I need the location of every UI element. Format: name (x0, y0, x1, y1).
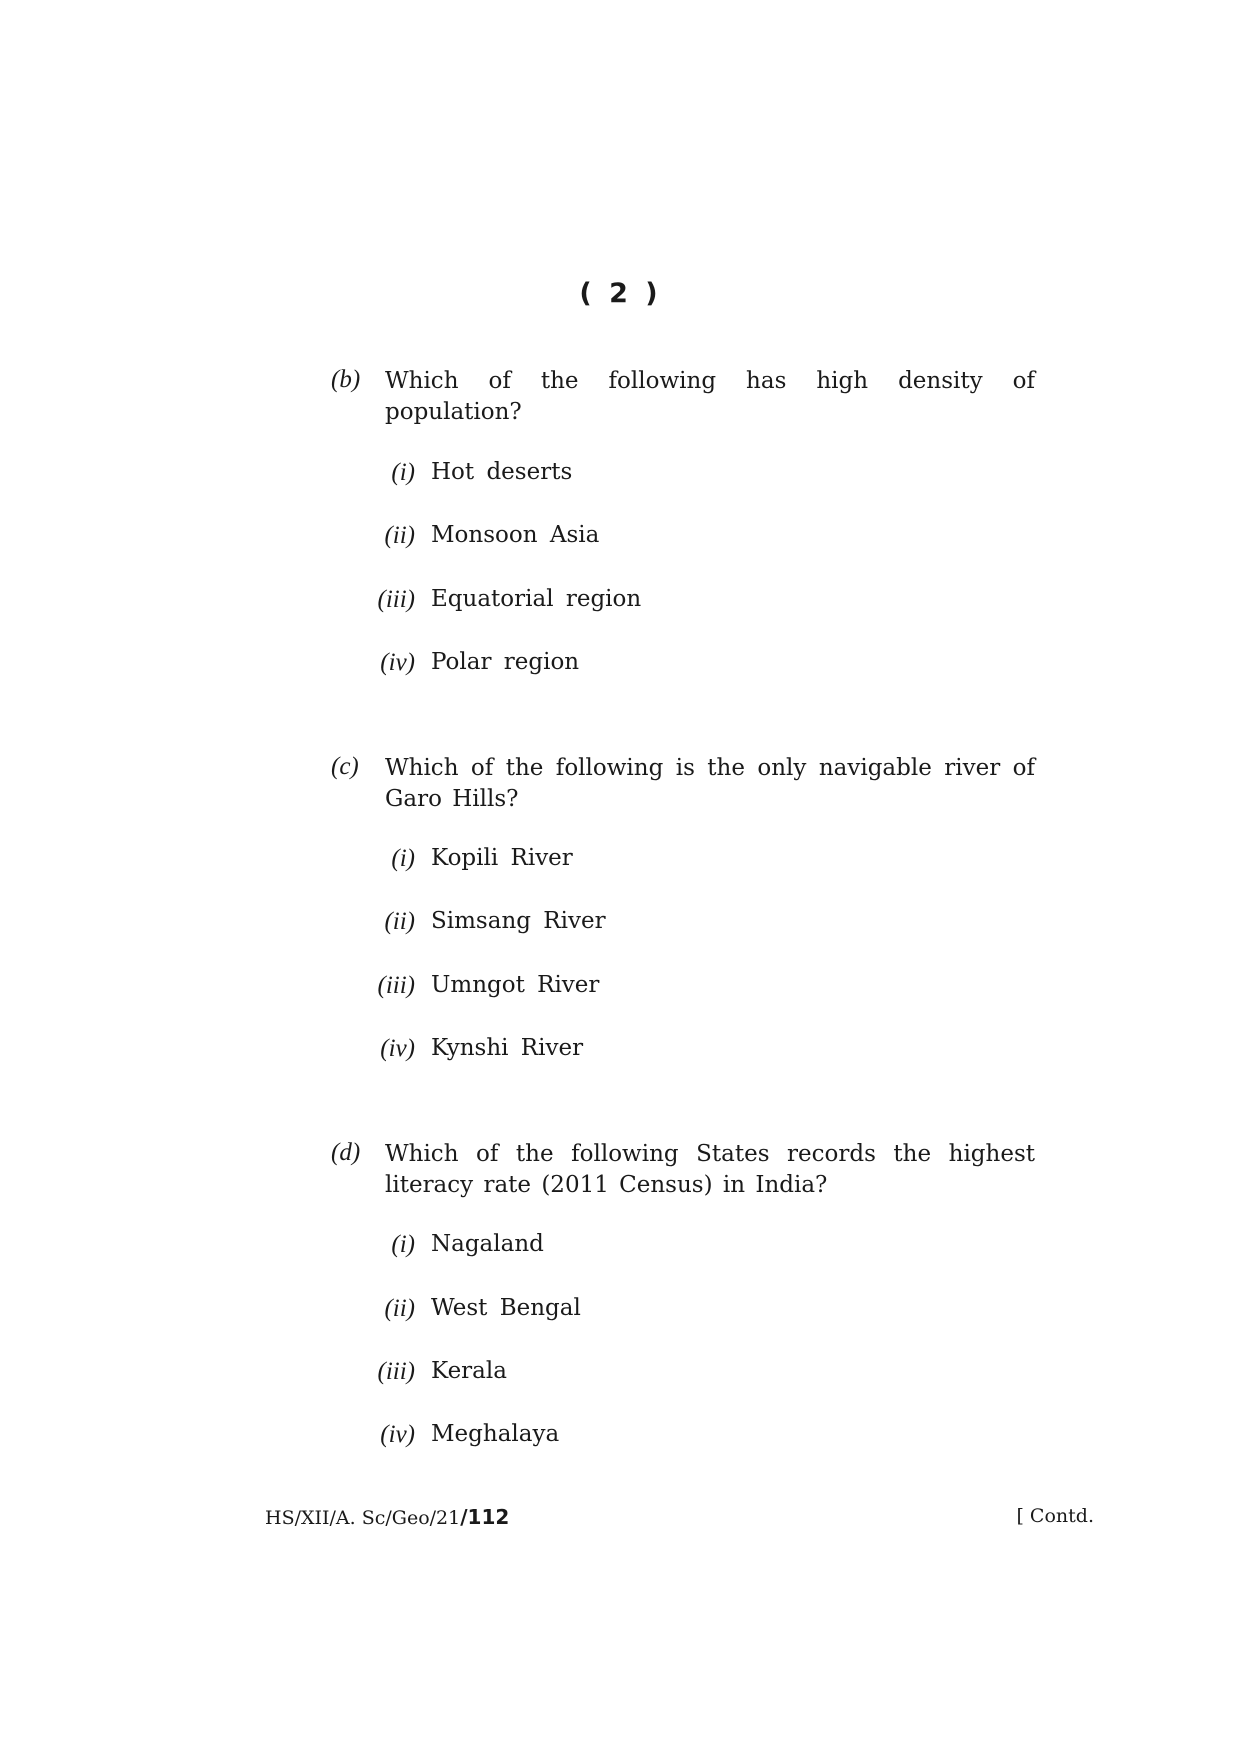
option-label: (iv) (380, 1035, 415, 1062)
option-label: (i) (391, 459, 415, 486)
question-text-line-1: Which of the following has high density of (385, 368, 1035, 394)
option-text: Umngot River (431, 972, 600, 998)
option-b-i[interactable] (0, 459, 1241, 493)
option-label: (iii) (377, 1358, 415, 1385)
paper-code (265, 1505, 509, 1529)
option-label: (iv) (380, 649, 415, 676)
option-text: Equatorial region (431, 586, 642, 612)
option-text: Nagaland (431, 1231, 544, 1257)
option-label: (ii) (384, 1295, 415, 1322)
question-text-line-2: population? (385, 399, 522, 425)
option-d-i[interactable] (0, 1231, 1241, 1265)
option-label: (ii) (384, 908, 415, 935)
option-label: (iii) (377, 586, 415, 613)
option-text: Monsoon Asia (431, 522, 600, 548)
paper-code-prefix: HS/XII/A. Sc/Geo/21 (265, 1507, 461, 1529)
option-b-iv[interactable] (0, 649, 1241, 683)
option-d-ii[interactable] (0, 1295, 1241, 1329)
question-text (385, 753, 1035, 815)
option-b-ii[interactable] (0, 522, 1241, 556)
paper-code-number: /112 (460, 1505, 510, 1529)
option-text: Hot deserts (431, 459, 573, 485)
option-b-iii[interactable] (0, 586, 1241, 620)
option-label: (ii) (384, 522, 415, 549)
option-text: Kopili River (431, 845, 573, 871)
option-c-ii[interactable] (0, 908, 1241, 942)
option-text: Polar region (431, 649, 580, 675)
question-label: (d) (331, 1139, 361, 1166)
option-label: (i) (391, 845, 415, 872)
option-text: Meghalaya (431, 1421, 560, 1447)
option-d-iv[interactable] (0, 1421, 1241, 1455)
option-c-iv[interactable] (0, 1035, 1241, 1069)
page-number: ( 2 ) (579, 278, 662, 309)
question-label: (c) (331, 753, 359, 780)
option-text: Simsang River (431, 908, 606, 934)
question-text-line-1: Which of the following is the only navigable river of (385, 755, 1035, 781)
question-text-line-1: Which of the following States records the highest (385, 1141, 1035, 1167)
option-c-iii[interactable] (0, 972, 1241, 1006)
option-text: West Bengal (431, 1295, 581, 1321)
option-label: (iv) (380, 1421, 415, 1448)
question-text-line-2: literacy rate (2011 Census) in India? (385, 1172, 828, 1198)
option-c-i[interactable] (0, 845, 1241, 879)
question-text (385, 366, 1035, 428)
contd-label: [ Contd. (1016, 1505, 1094, 1527)
option-text: Kynshi River (431, 1035, 584, 1061)
option-d-iii[interactable] (0, 1358, 1241, 1392)
question-text-line-2: Garo Hills? (385, 786, 519, 812)
question-label: (b) (331, 366, 361, 393)
option-label: (iii) (377, 972, 415, 999)
question-text (385, 1139, 1035, 1201)
option-text: Kerala (431, 1358, 507, 1384)
option-label: (i) (391, 1231, 415, 1258)
